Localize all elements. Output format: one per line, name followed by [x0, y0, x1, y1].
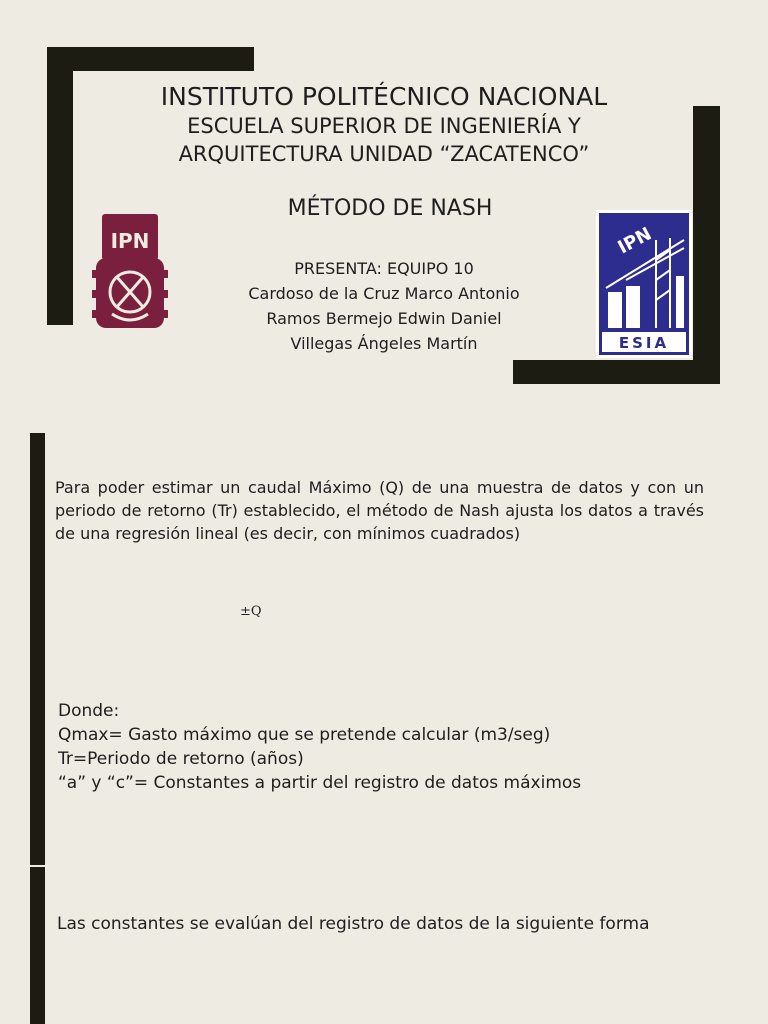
member-2: Ramos Bermejo Edwin Daniel: [266, 309, 502, 328]
constants-paragraph: Las constantes se evalúan del registro de datos de la siguiente forma: [57, 914, 650, 934]
intro-paragraph: Para poder estimar un caudal Máximo (Q) de una muestra de datos y con un periodo de retorno (Tr) establecido, el método de Nash ajusta los datos a través de una regresión lineal (es decir, con mínimos cuadrados): [55, 478, 704, 543]
definition-qmax: Qmax= Gasto máximo que se pretende calcular (m3/seg): [58, 725, 551, 745]
member-1: Cardoso de la Cruz Marco Antonio: [248, 284, 520, 303]
institution-title: INSTITUTO POLITÉCNICO NACIONAL: [160, 82, 608, 111]
slide3-left-accent-bar: [30, 867, 45, 1024]
esia-logo-top-text: IPN: [614, 223, 656, 259]
definitions-title: Donde:: [58, 701, 120, 721]
esia-logo: [596, 210, 692, 358]
slide2-left-accent-bar: [30, 433, 45, 865]
definition-tr: Tr=Periodo de retorno (años): [58, 749, 304, 769]
definition-constants: “a” y “c”= Constantes a partir del registro de datos máximos: [58, 773, 582, 793]
esia-logo-bottom-text: ESIA: [618, 334, 670, 352]
member-3: Villegas Ángeles Martín: [290, 334, 478, 353]
school-name-line-2: ARQUITECTURA UNIDAD “ZACATENCO”: [178, 142, 590, 166]
school-name-line-1: ESCUELA SUPERIOR DE INGENIERÍA Y: [187, 114, 581, 138]
frame-top-left-horizontal: [47, 47, 254, 71]
presenter-line: PRESENTA: EQUIPO 10: [294, 259, 474, 278]
ipn-logo-text: IPN: [110, 229, 150, 253]
formula-fragment: ±Q: [240, 604, 262, 619]
definitions-block: [58, 699, 748, 795]
school-name: [0, 112, 768, 168]
method-title: MÉTODO DE NASH: [287, 196, 493, 221]
ipn-logo: [92, 210, 168, 334]
frame-bottom-right-horizontal: [513, 360, 720, 384]
